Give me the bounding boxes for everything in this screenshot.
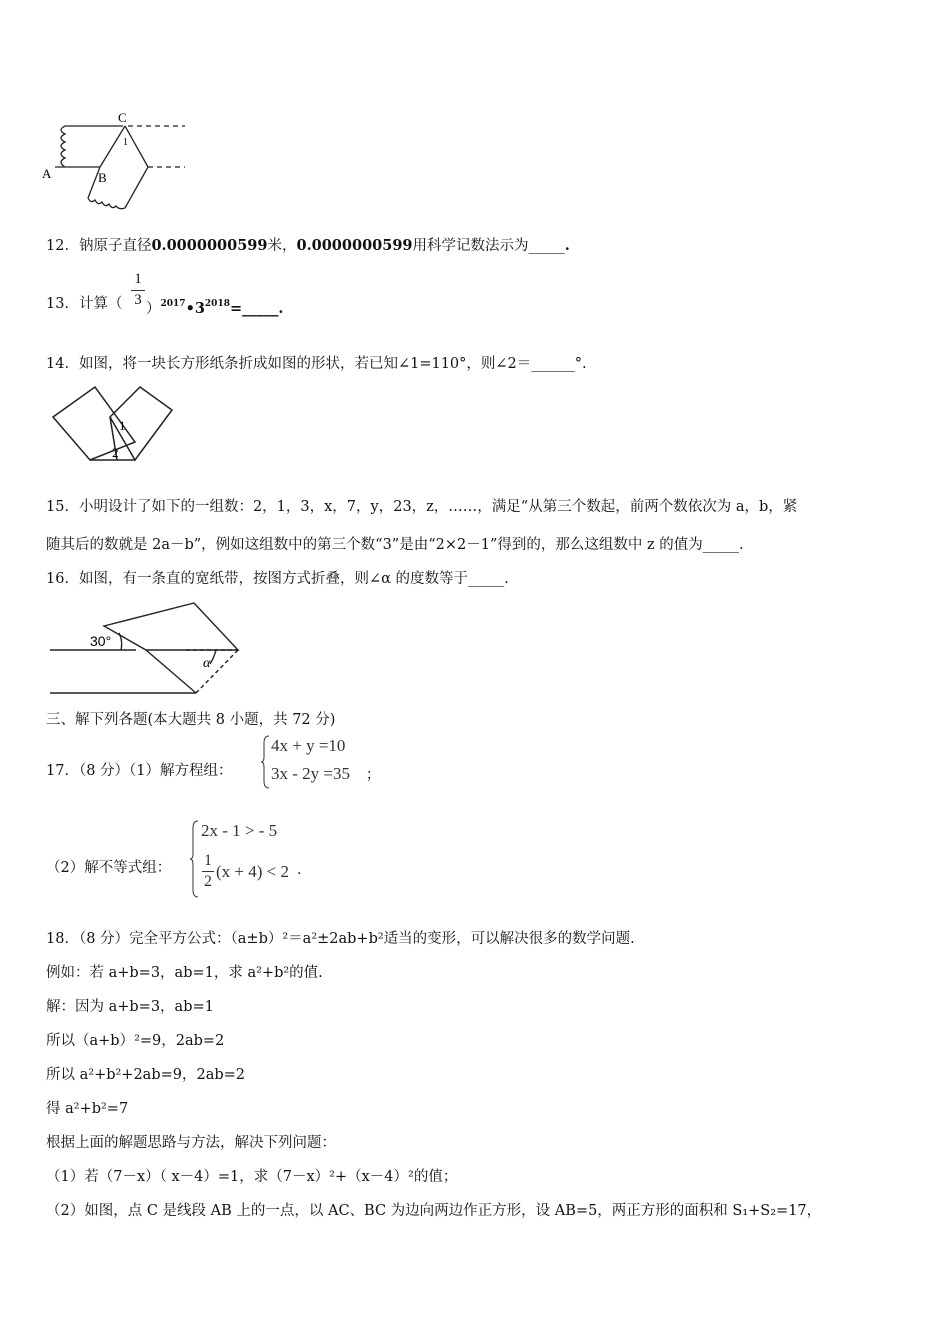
question-14 [46,354,587,374]
inequality-dot: . [297,862,302,878]
q12-blank: _____ [528,238,565,254]
label-b: B [98,170,107,185]
q12-value2: 0.0000000599 [296,237,413,254]
fraction-numerator: 1 [134,271,142,287]
question-16: 16．如图，有一条直的宽纸带，按图方式折叠，则∠α 的度数等于_____. [46,571,509,587]
fraction-one-third [130,270,146,309]
q12-text2: 米， [267,238,297,254]
question-13 [46,294,122,314]
label-angle-1: 1 [123,137,128,148]
q13-close-paren: ） [146,301,161,317]
q12-value1: 0.0000000599 [151,237,268,254]
label-a: A [42,166,52,181]
q13-tail: =_____. [229,300,284,317]
question-17-part1: 17．（8 分）（1）解方程组： [46,763,233,779]
fold-figure-q11 [40,108,190,213]
equation-2: 3x - 2y =35 [271,764,350,783]
q12-end: . [564,237,570,254]
brace-system-2 [190,820,200,898]
question-18-line7: 根据上面的解题思路与方法，解决下列问题： [46,1135,336,1151]
fold-figure-q14 [50,382,175,467]
q12-text3: 用科学记数法示为 [412,238,529,254]
label-angle-1: 1 [119,418,126,433]
label-angle-2: 2 [112,445,119,460]
brace-system-1 [261,735,271,789]
fraction-denominator: 3 [134,292,142,308]
label-30-degrees: 30° [90,633,112,649]
fold-figure-q16 [46,598,246,698]
inequality-2: (x + 4) < 2 [216,862,289,881]
q13-exp2: 2018 [204,299,230,309]
question-15-line1: 15．小明设计了如下的一组数：2，1，3，x，7，y，23，z，……，满足“从第三个数起，前两个数依次为 a，b，紧 [46,499,798,515]
q12-number: 12． [46,238,79,254]
question-12 [46,236,570,256]
q14-number: 14． [46,356,79,372]
question-13-tail [146,294,283,319]
question-18-line9: （2）如图，点 C 是线段 AB 上的一点，以 AC、BC 为边向两边作正方形，设 AB=5，两正方形的面积和 S₁+S₂=17， [46,1203,822,1219]
label-alpha: α [203,656,211,671]
question-18-line6: 得 a²+b²=7 [46,1101,129,1117]
question-18-line1: 18．（8 分）完全平方公式：（a±b）²＝a²±2ab+b²适当的变形，可以解决很多的数学问题. [46,931,635,947]
question-18-line5: 所以 a²+b²+2ab=9，2ab=2 [46,1067,246,1083]
equation-semicolon: ； [366,767,380,783]
section-3-heading: 三、解下列各题(本大题共 8 小题，共 72 分) [46,712,336,728]
inequality-1: 2x - 1 > - 5 [201,821,278,840]
label-c: C [118,110,127,125]
question-18-line4: 所以（a+b）²=9，2ab=2 [46,1033,225,1049]
q12-text1: 钠原子直径 [78,238,152,254]
q14-text: 如图，将一块长方形纸条折成如图的形状，若已知∠1=110°，则∠2＝______°. [78,356,587,372]
half-denominator: 2 [204,873,212,890]
equation-1: 4x + y =10 [271,736,346,755]
question-15-line2: 随其后的数就是 2a－b”，例如这组数中的第三个数“3”是由“2×2－1”得到的，那么这组数中 z 的值为_____. [46,537,744,553]
fraction-one-half [201,852,215,891]
q13-exp1: 2017 [160,299,186,309]
q13-dot: •3 [185,300,205,317]
question-18-line2: 例如：若 a+b=3，ab=1，求 a²+b²的值. [46,965,323,981]
half-numerator: 1 [204,852,212,869]
question-18-line8: （1）若（7－x）（ x－4）=1，求（7－x）²+（x－4）²的值； [46,1169,458,1185]
q13-number: 13．计算（ [46,296,123,312]
question-17-part2: （2）解不等式组： [46,860,172,876]
question-18-line3: 解：因为 a+b=3，ab=1 [46,999,214,1015]
